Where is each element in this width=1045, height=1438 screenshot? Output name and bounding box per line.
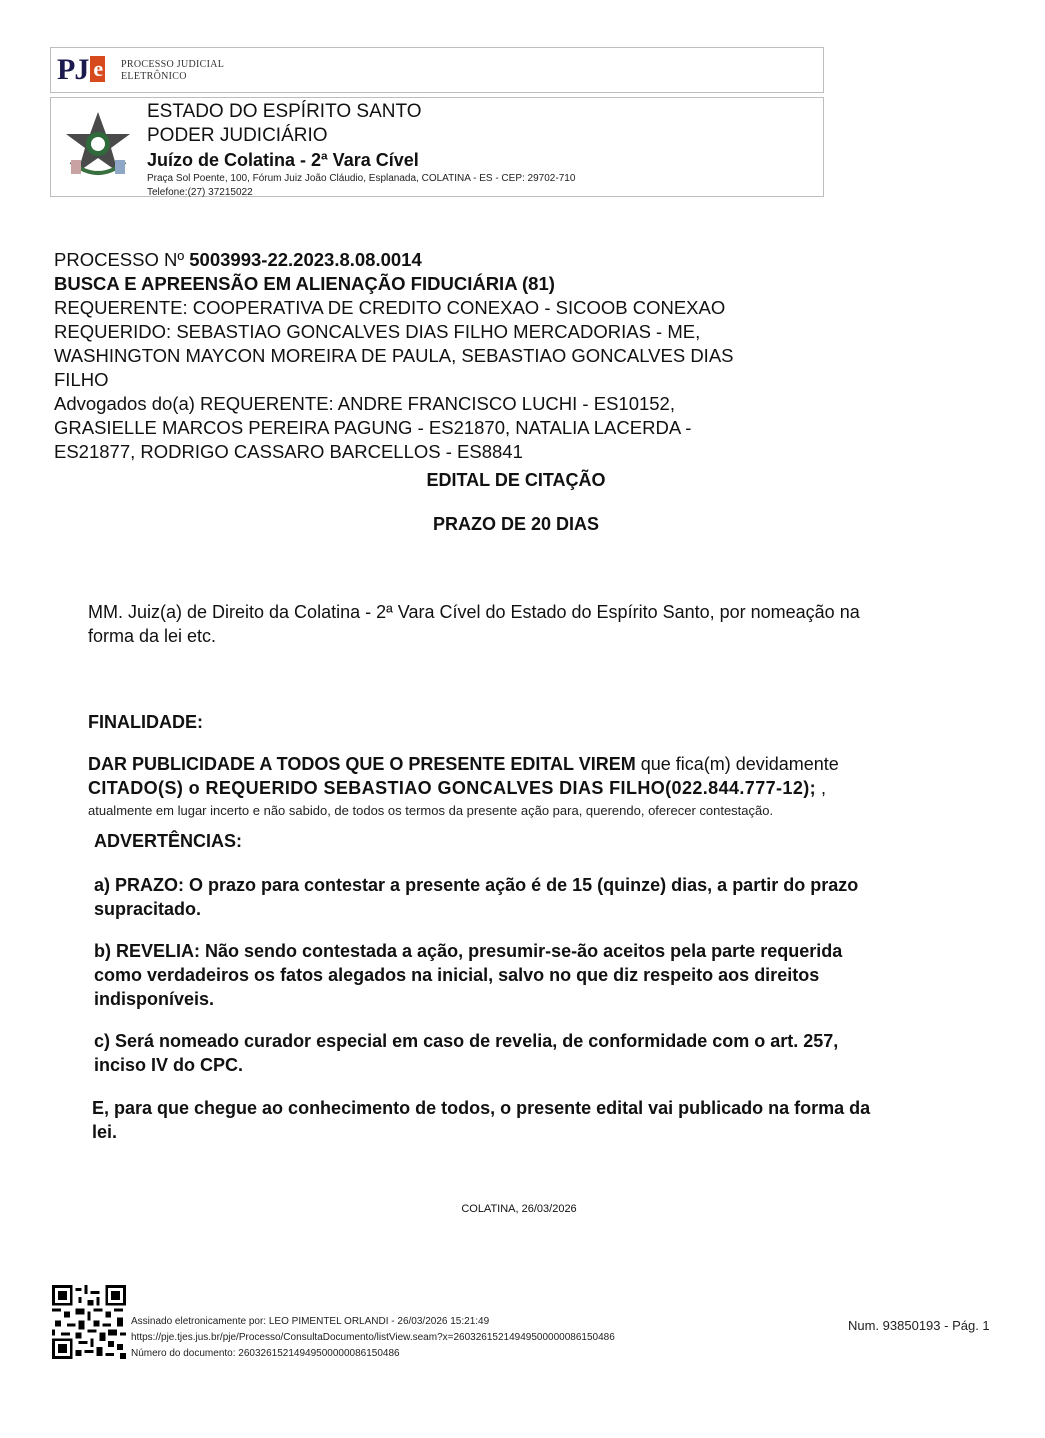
pje-banner-text (121, 59, 224, 83)
court-info (147, 100, 575, 200)
court-phone: Telefone:(27) 37215022 (147, 187, 253, 198)
document-url: https://pje.tjes.jus.br/pje/Processo/ConsultaDocumento/listView.seam?x=26032615214949500000086150486 (131, 1332, 615, 1343)
edital-title: EDITAL DE CITAÇÃO (426, 470, 606, 490)
place-date: COLATINA, 26/03/2026 (461, 1203, 577, 1215)
pje-banner-line2: ELETRÔNICO (121, 71, 187, 82)
edital-deadline: PRAZO DE 20 DIAS (432, 514, 600, 534)
warning-item-b: b) REVELIA: Não sendo contestada a ação, presumir-se-ão aceitos pela parte requerida como verdadeiros os fatos alegados na inicial, salvo no que diz respeito aos direitos indisponíveis. (94, 941, 843, 1009)
pje-banner-line1: PROCESSO JUDICIAL (121, 59, 225, 70)
pje-banner (50, 47, 824, 93)
process-number: 5003993-22.2023.8.08.0014 (189, 249, 422, 270)
process-info (54, 248, 814, 464)
publicity-paragraph: DAR PUBLICIDADE A TODOS QUE O PRESENTE EDITAL VIREM que fica(m) devidamente CITADO(S) o REQUERIDO SEBASTIAO GONCALVES DIAS FILHO(022.844.777-12); , atualmente em lugar incerto e não sabido, de todos os termos da presente ação para, querendo, oferecer contestação. (88, 754, 839, 818)
court-state: ESTADO DO ESPÍRITO SANTO (147, 101, 422, 122)
qr-code-icon (52, 1285, 126, 1359)
court-branch: PODER JUDICIÁRIO (147, 125, 328, 146)
state-coat-of-arms-icon (63, 110, 133, 184)
court-address: Praça Sol Poente, 100, Fórum Juiz João Cláudio, Esplanada, COLATINA - ES - CEP: 29702-710 (147, 173, 576, 184)
page-number: Num. 93850193 - Pág. 1 (848, 1318, 990, 1333)
warning-item-c: c) Será nomeado curador especial em caso de revelia, de conformidade com o art. 257, inciso IV do CPC. (94, 1031, 839, 1075)
warning-item-a: a) PRAZO: O prazo para contestar a presente ação é de 15 (quinze) dias, a partir do prazo supracitado. (94, 875, 859, 919)
process-line: Advogados do(a) REQUERENTE: ANDRE FRANCISCO LUCHI - ES10152, (54, 393, 675, 414)
signature-info (131, 1314, 615, 1362)
process-action: BUSCA E APREENSÃO EM ALIENAÇÃO FIDUCIÁRIA (81) (54, 273, 555, 294)
signed-by: Assinado eletronicamente por: LEO PIMENTEL ORLANDI - 26/03/2026 15:21:49 (131, 1316, 490, 1327)
process-line: REQUERENTE: COOPERATIVA DE CREDITO CONEXAO - SICOOB CONEXAO (54, 297, 726, 318)
advertencias-label: ADVERTÊNCIAS: (94, 831, 243, 851)
process-line: ES21877, RODRIGO CASSARO BARCELLOS - ES8841 (54, 441, 523, 462)
process-line: FILHO (54, 369, 109, 390)
finalidade-label: FINALIDADE: (88, 712, 203, 732)
process-line: GRASIELLE MARCOS PEREIRA PAGUNG - ES21870, NATALIA LACERDA - (54, 417, 692, 438)
closing-paragraph: E, para que chegue ao conhecimento de todos, o presente edital vai publicado na forma da lei. (92, 1098, 871, 1142)
process-line: REQUERIDO: SEBASTIAO GONCALVES DIAS FILHO MERCADORIAS - ME, (54, 321, 701, 342)
court-name: Juízo de Colatina - 2ª Vara Cível (147, 150, 419, 170)
edital-intro: MM. Juiz(a) de Direito da Colatina - 2ª Vara Cível do Estado do Espírito Santo, por nomeação na forma da lei etc. (88, 602, 860, 646)
document-number: Número do documento: 26032615214949500000086150486 (131, 1348, 400, 1359)
process-number-line: PROCESSO Nº 5003993-22.2023.8.08.0014 (54, 249, 422, 270)
process-line: WASHINGTON MAYCON MOREIRA DE PAULA, SEBASTIAO GONCALVES DIAS (54, 345, 734, 366)
court-header (50, 97, 824, 197)
pje-logo: PJ e (57, 53, 105, 87)
